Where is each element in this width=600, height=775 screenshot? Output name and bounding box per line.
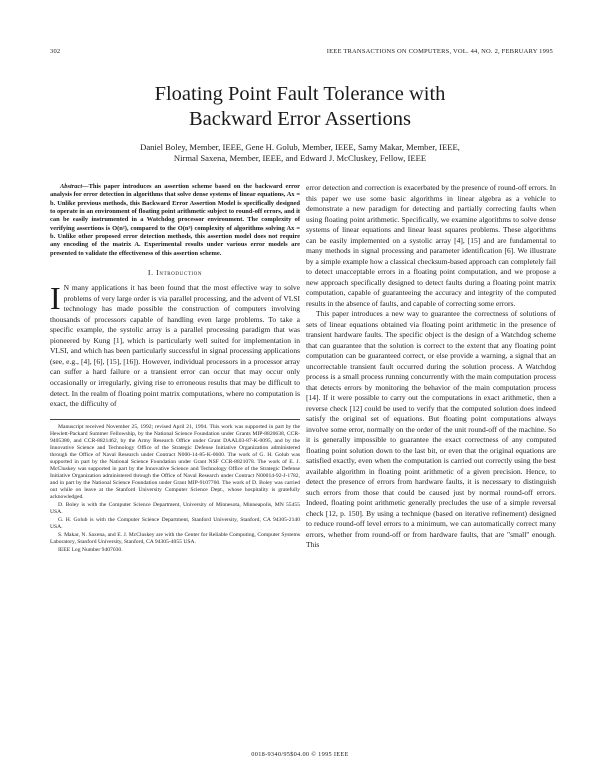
introduction-paragraph: [50, 280, 300, 410]
right-column-paragraph-1: error detection and correction is exacerbated by the presence of round-off errors. In this paper we use some basic algorithms in linear algebra as a vehicle to demonstrate a new paradigm for detecting and partially correcting faults when using floating point arithmetic. Specifically, we examine algorithms to solve dense systems of linear equations and linear least squares problems. These algorithms can be easily implemented on a systolic array [4], [15] and are fundamental to many methods in signal processing and parameter identification [6]. We illustrate by a simple example how a classical checksum-based approach can completely fail to detect unacceptable errors in a floating point computation, and we propose a new approach specifically designed to detect faults during a floating point matrix computation, capable of guaranteeing the accuracy and integrity of the computed results in the absence of faults, and capable of correcting some errors.: [306, 183, 556, 308]
footnotes: [50, 419, 300, 555]
abstract-text: This paper introduces an assertion scheme based on the backward error analysis for error detection in algorithms that solve dense systems of linear equations, Ax = b. Unlike previous methods, this Backward Error Assertion Model is specifically designed to operate in an environment of floating point arithmetic subject to round-off errors, and it can be easily instrumented in a Watchdog processor environment. The complexity of verifying assertions is O(n²), compared to the O(n³) complexity of algorithms solving Ax = b. Unlike other proposed error detection methods, this assertion model does not require any encoding of the matrix A. Experimental results under various error models are presented to validate the effectiveness of this assertion scheme.: [50, 183, 300, 257]
paper-title-line-1: Floating Point Fault Tolerance with: [154, 83, 446, 105]
section-heading-introduction: I. Introduction: [147, 268, 203, 278]
journal-header: IEEE TRANSACTIONS ON COMPUTERS, VOL. 44, NO. 2, FEBRUARY 1995: [326, 48, 553, 55]
left-column: [50, 183, 300, 556]
copyright-line: 0018-9340/95$04.00 © 1995 IEEE: [251, 751, 349, 758]
introduction-text: N many applications it has been found that the most effective way to solve problems of very large order is via parallel processing, and the advent of VLSI technology has made possible the construction of computers involving thousands of processors capable of handling even large problems. To take a specific example, the systolic array is a parallel processing paradigm that was pioneered by Kung [1], which is particularly well suited for implementation in VLSI, and which has been particularly successful in signal processing applications (see, e.g., [4], [6], [15], [16]). However, individual processors in a processor array can suffer a hard failure or a transient error can occur that may occur only occasionally or irregularly, giving rise to erroneous results that may be difficult to detect. In the realm of floating point matrix computations, where no computation is exact, the difficulty of: [50, 283, 300, 409]
abstract: [50, 183, 300, 258]
paper-title-line-2: Backward Error Assertions: [188, 108, 412, 130]
abstract-lead: Abstract—: [60, 183, 89, 190]
drop-cap: I: [50, 280, 61, 317]
right-column-paragraph-2: This paper introduces a new way to guarantee the correctness of solutions of sets of linear equations obtained via floating point arithmetic in the presence of transient hardware faults. The specific object is the design of a Watchdog scheme that can guarantee that the solution is correct to the extent that any floating point computation can be guaranteed correct, or else provide a warning, a signal that an uncorrectable transient fault occurred during the solution process. A Watchdog process is a small process running concurrently with the main computation process that detects errors by monitoring the behavior of the main computation process [14]. If it were possible to carry out the computations in exact arithmetic, then a reverse check [12] could be used to verify that the computed solution does indeed satisfy the original set of equations. But floating point computations always involve some error, normally on the order of the unit round-off of the machine. So it is generally impossible to guarantee the exact correctness of any computed floating point solution down to the last bit, or even that the original equations are satisfied exactly, even when the computation is carried out correctly using the best available algorithm in floating point arithmetic of a given precision. Hence, to detect the presence of errors from hardware faults, it is necessary to distinguish such errors from those that could be caused just by normal round-off errors. Indeed, floating point arithmetic generally precludes the use of a simple reversal check [12, p. 150]. By using a technique (based on iterative refinement) designed to reduce round-off level errors to a minimum, we can automatically correct many errors, whether from round-off or from hardware faults, that are "small" enough. This: [306, 309, 556, 549]
footnote-golub: G. H. Golub is with the Computer Science Department, Stanford University, Stanford, CA 94305-2140 USA.: [50, 517, 300, 531]
footnote-boley: D. Boley is with the Computer Science Department, University of Minnesota, Minneapolis, MN 55455 USA.: [50, 502, 300, 516]
footnote-manuscript: Manuscript received November 25, 1992; revised April 21, 1994. This work was supported in part by the Hewlett-Packard Summer Fellowship, by the National Science Foundation under Grants MIP-8820638, CCR-9405380, and CCR-8821462, by the Army Research Office under Grant DAAL03-87-K-0095, and by the Innovative Science and Technology Office of the Strategic Defense Initiative Organization administered through the Office of Naval Research under Contract N000-14-85-K-0600. The work of G. H. Golub was supported in part by the National Science Foundation under Grant NSF CCR-8821078. The work of E. J. McCluskey was supported in part by the Innovative Science and Technology Office of the Strategic Defense Initiative Organization administered through the Office of Naval Research under Contract N00014-92-J-1782, and in part by the National Science Foundation under Grant MIP-9107760. The work of D. Boley was carried out while on leave at the Stanford University Computer Science Dept., whose hospitality is gratefully acknowledged.: [50, 423, 300, 501]
authors-line-1: Daniel Boley, Member, IEEE, Gene H. Golub, Member, IEEE, Samy Makar, Member, IEEE,: [140, 142, 460, 152]
footnote-ieee-log: IEEE Log Number 9407030.: [58, 547, 123, 554]
authors-line-2: Nirmal Saxena, Member, IEEE, and Edward J. McCluskey, Fellow, IEEE: [173, 153, 427, 163]
footnote-makar-saxena-mccluskey: S. Makar, N. Saxena, and E. J. McCluskey are with the Center for Reliable Computing, Computer Systems Laboratory, Stanford University, Stanford, CA 94305-4055 USA.: [50, 532, 300, 546]
right-column: [306, 183, 556, 551]
page-number: 302: [50, 48, 61, 55]
